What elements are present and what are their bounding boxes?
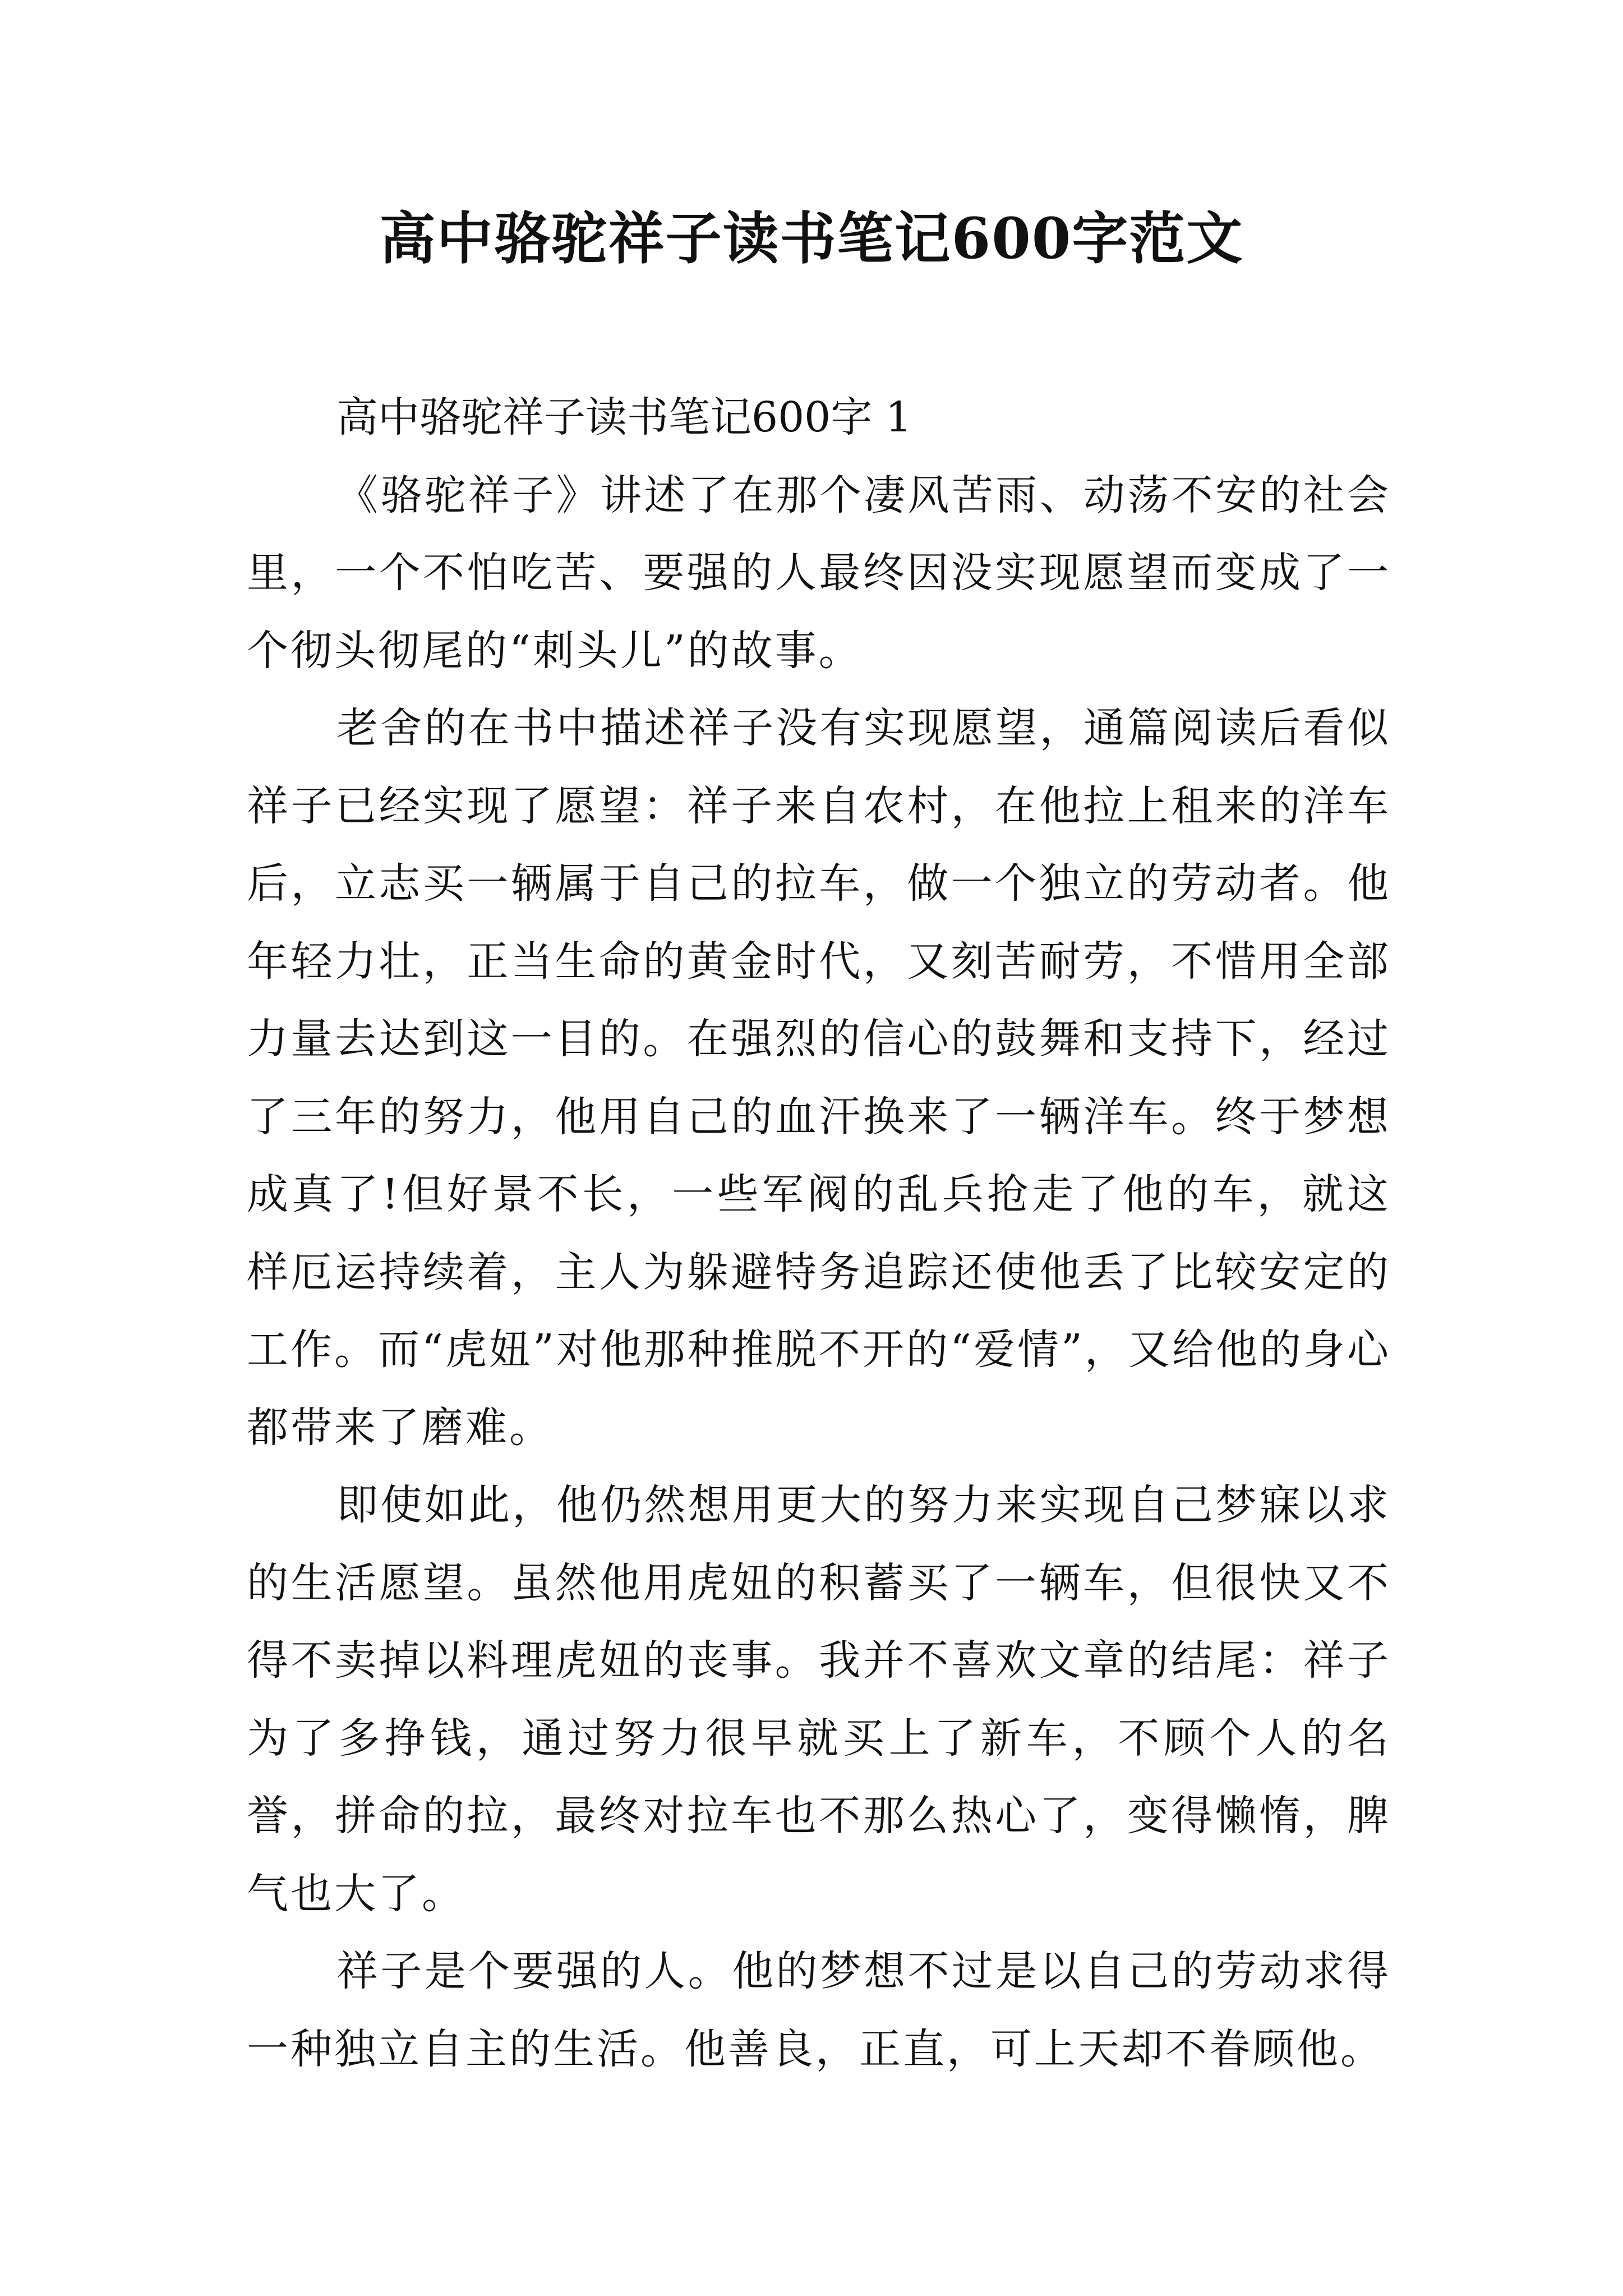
document-body [247, 379, 1391, 2088]
paragraph-1: 《骆驼祥子》讲述了在那个凄风苦雨、动荡不安的社会里，一个不怕吃苦、要强的人最终因没实现愿望而变成了一个彻头彻尾的“刺头儿”的故事。 [247, 471, 1391, 675]
document-title: 高中骆驼祥子读书笔记600字范文 [379, 205, 1244, 272]
section-heading: 高中骆驼祥子读书笔记600字 1 [336, 393, 912, 441]
paragraph-2: 老舍的在书中描述祥子没有实现愿望，通篇阅读后看似祥子已经实现了愿望：祥子来自农村，在他拉上租来的洋车后，立志买一辆属于自己的拉车，做一个独立的劳动者。他年轻力壮，正当生命的黄金时代，又刻苦耐劳，不惜用全部力量去达到这一目的。在强烈的信心的鼓舞和支持下，经过了三年的努力，他用自己的血汗换来了一辆洋车。终于梦想成真了!但好景不长，一些军阀的乱兵抢走了他的车，就这样厄运持续着，主人为躲避特务追踪还使他丢了比较安定的工作。而“虎妞”对他那种推脱不开的“爱情”，又给他的身心都带来了磨难。 [247, 704, 1391, 1452]
paragraph-4: 祥子是个要强的人。他的梦想不过是以自己的劳动求得一种独立自主的生活。他善良，正直，可上天却不眷顾他。 [247, 1947, 1391, 2073]
paragraph-3: 即使如此，他仍然想用更大的努力来实现自己梦寐以求的生活愿望。虽然他用虎妞的积蓄买了一辆车，但很快又不得不卖掉以料理虎妞的丧事。我并不喜欢文章的结尾：祥子为了多挣钱，通过努力很早就买上了新车，不顾个人的名誉，拼命的拉，最终对拉车也不那么热心了，变得懒惰，脾气也大了。 [247, 1481, 1391, 1918]
